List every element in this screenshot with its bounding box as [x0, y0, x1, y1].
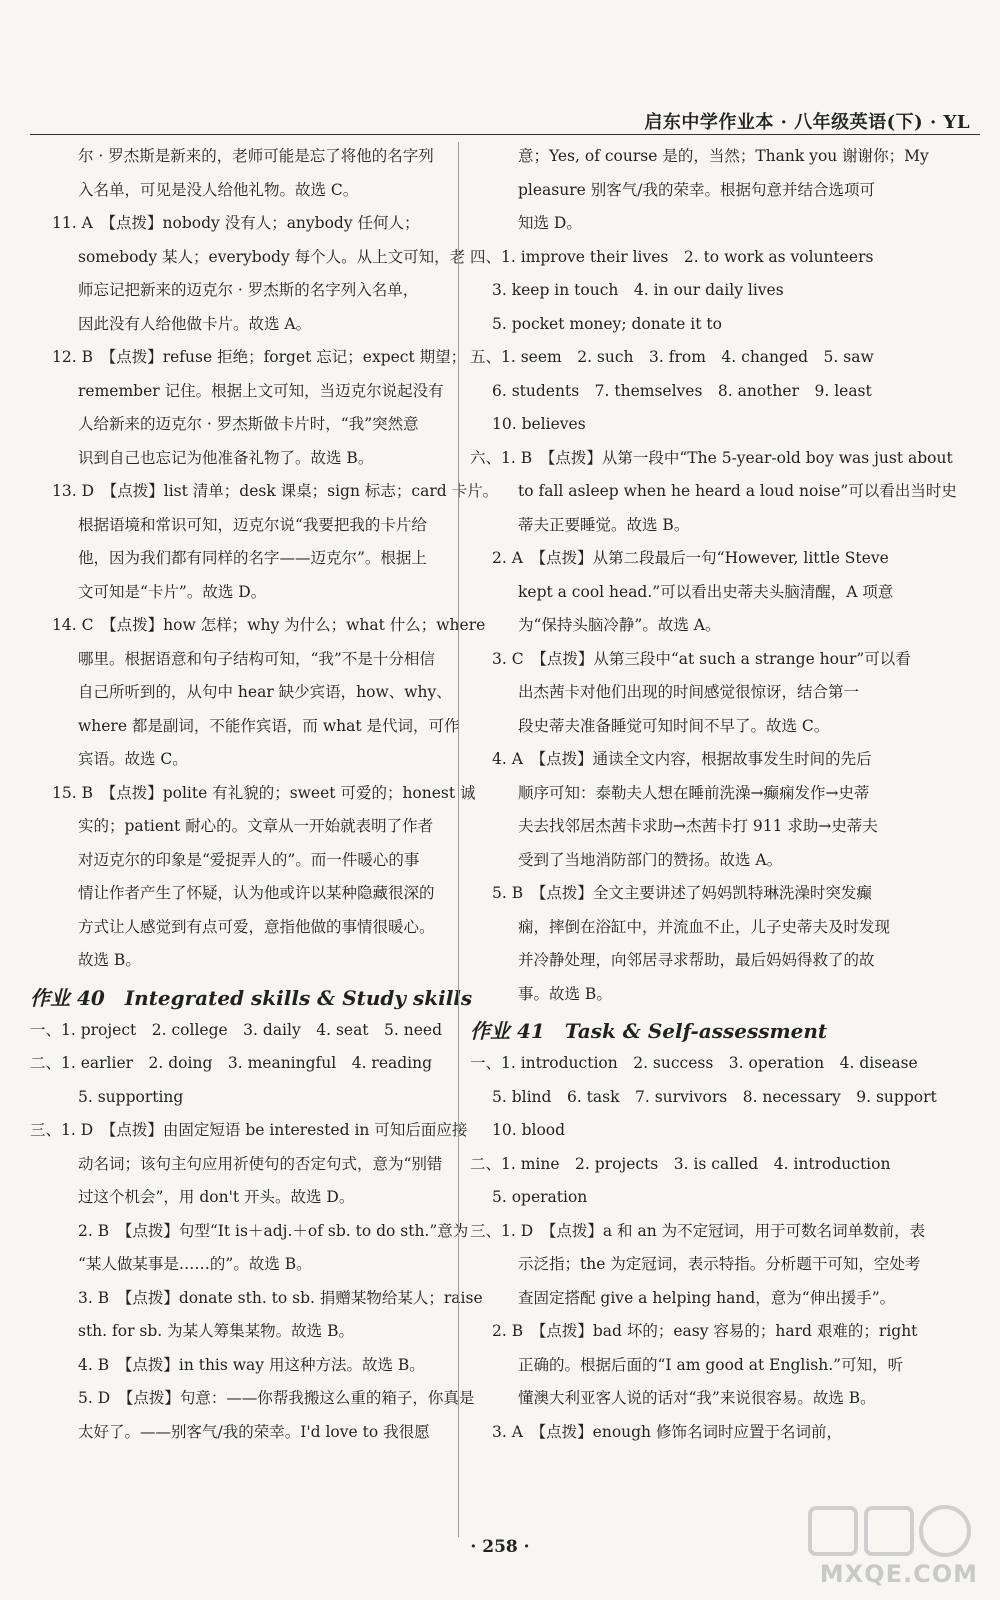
- text-line: 段史蒂夫准备睡觉可知时间不早了。故选 C。: [518, 716, 830, 735]
- text-line: 懂澳大利亚客人说的话对“我”来说很容易。故选 B。: [518, 1389, 876, 1407]
- text-line: 动名词；该句主句应用祈使句的否定句式，意为“别错: [78, 1154, 443, 1173]
- text-line: sth. for sb. 为某人筹集某物。故选 B。: [78, 1322, 354, 1340]
- text-line: 夫去找邻居杰茜卡求助→杰茜卡打 911 求助→史蒂夫: [518, 817, 878, 835]
- text-line: 自己所听到的，从句中 hear 缺少宾语，how、why、: [78, 683, 452, 701]
- text-line: 14. C 【点拨】how 怎样；why 为什么；what 什么；where: [52, 616, 486, 634]
- text-line: 13. D 【点拨】list 清单；desk 课桌；sign 标志；card 卡片。: [52, 482, 499, 500]
- text-line: 4. A 【点拨】通读全文内容，根据故事发生时间的先后: [492, 750, 872, 768]
- text-line: 查固定搭配 give a helping hand，意为“伸出援手”。: [518, 1288, 896, 1307]
- text-line: 太好了。——别客气/我的荣幸。I'd love to 我很愿: [78, 1422, 430, 1441]
- text-line: 受到了当地消防部门的赞扬。故选 A。: [518, 850, 783, 869]
- text-line: 六、1. B 【点拨】从第一段中“The 5-year-old boy was just about: [470, 448, 953, 467]
- text-line: 一、1. introduction 2. success 3. operation 4. disease: [470, 1054, 918, 1072]
- text-line: 尔 · 罗杰斯是新来的，老师可能是忘了将他的名字列: [78, 147, 434, 165]
- text-line: 6. students 7. themselves 8. another 9. least: [492, 381, 872, 400]
- text-line: 他，因为我们都有同样的名字——迈克尔”。根据上: [78, 549, 427, 567]
- text-line: 宾语。故选 C。: [78, 750, 188, 768]
- text-line: 正确的。根据后面的“I am good at English.”可知，听: [518, 1355, 904, 1374]
- text-line: 三、1. D 【点拨】由固定短语 be interested in 可知后面应接: [30, 1121, 468, 1139]
- header-title: 启东中学作业本 · 八年级英语(下) · YL: [644, 112, 970, 133]
- text-line: 知选 D。: [518, 214, 582, 232]
- watermark-text: MXQE.COM: [819, 1560, 978, 1588]
- text-line: 痫，摔倒在浴缸中，并流血不止，儿子史蒂夫及时发现: [518, 917, 891, 936]
- text-line: pleasure 别客气/我的荣幸。根据句意并结合选项可: [518, 180, 875, 199]
- text-line: 2. B 【点拨】句型“It is＋adj.＋of sb. to do sth.”意为: [78, 1221, 469, 1240]
- text-line: 15. B 【点拨】polite 有礼貌的；sweet 可爱的；honest 诚: [52, 783, 476, 802]
- text-line: 顺序可知：泰勒夫人想在睡前洗澡→癫痫发作→史蒂: [518, 783, 870, 802]
- text-line: 示泛指；the 为定冠词，表示特指。分析题干可知，空处考: [518, 1255, 921, 1273]
- text-line: 5. B 【点拨】全文主要讲述了妈妈凯特琳洗澡时突发癫: [492, 884, 872, 902]
- section-heading: 作业 41 Task & Self-assessment: [470, 1019, 828, 1043]
- left-column: [30, 140, 499, 1449]
- text-line: 5. blind 6. task 7. survivors 8. necessary 9. support: [492, 1087, 937, 1106]
- text-line: 哪里。根据语意和句子结构可知，“我”不是十分相信: [78, 649, 435, 668]
- text-line: 情让作者产生了怀疑，认为他或许以某种隐藏很深的: [78, 884, 435, 902]
- text-line: 二、1. mine 2. projects 3. is called 4. introduction: [470, 1154, 891, 1173]
- text-line: 3. C 【点拨】从第三段中“at such a strange hour”可以看: [492, 649, 911, 668]
- text-line: remember 记住。根据上文可知，当迈克尔说起没有: [78, 381, 444, 400]
- text-line: to fall asleep when he heard a loud noise”可以看出当时史: [518, 482, 957, 500]
- text-line: 事。故选 B。: [518, 984, 612, 1003]
- text-line: 对迈克尔的印象是“爱捉弄人的”。而一件暖心的事: [78, 850, 420, 869]
- text-line: 因此没有人给他做卡片。故选 A。: [78, 314, 312, 333]
- text-line: where 都是副词，不能作宾语，而 what 是代词，可作: [78, 716, 460, 735]
- text-line: 2. A 【点拨】从第二段最后一句“However, little Steve: [492, 549, 889, 567]
- text-line: 过这个机会”，用 don't 开头。故选 D。: [78, 1188, 355, 1206]
- text-line: 10. blood: [492, 1121, 566, 1139]
- text-line: 并冷静处理，向邻居寻求帮助，最后妈妈得救了的故: [518, 951, 875, 969]
- text-line: 一、1. project 2. college 3. daily 4. seat 5. need: [30, 1020, 443, 1039]
- text-line: 3. A 【点拨】enough 修饰名词时应置于名词前，: [492, 1422, 842, 1441]
- text-line: 意；Yes, of course 是的，当然；Thank you 谢谢你；My: [518, 147, 929, 165]
- text-line: kept a cool head.”可以看出史蒂夫头脑清醒，A 项意: [518, 582, 894, 601]
- section-heading: 作业 40 Integrated skills & Study skills: [30, 985, 473, 1010]
- text-line: 师忘记把新来的迈克尔 · 罗杰斯的名字列入名单，: [78, 281, 419, 299]
- text-line: 5. pocket money; donate it to: [492, 314, 722, 333]
- text-line: 5. D 【点拨】句意：——你帮我搬这么重的箱子，你真是: [78, 1389, 475, 1407]
- text-line: 3. keep in touch 4. in our daily lives: [492, 281, 784, 299]
- text-line: 故选 B。: [78, 951, 141, 969]
- page-number: · 258 ·: [470, 1537, 530, 1557]
- text-line: 人给新来的迈克尔 · 罗杰斯做卡片时，“我”突然意: [78, 415, 419, 433]
- text-line: 2. B 【点拨】bad 坏的；easy 容易的；hard 艰难的；right: [492, 1322, 918, 1340]
- text-line: 3. B 【点拨】donate sth. to sb. 捐赠某物给某人；raise: [78, 1288, 483, 1307]
- text-line: 5. supporting: [78, 1087, 184, 1106]
- running-header: [30, 108, 980, 134]
- text-line: 12. B 【点拨】refuse 拒绝；forget 忘记；expect 期望；: [52, 348, 467, 366]
- text-line: 蒂夫正要睡觉。故选 B。: [518, 515, 690, 534]
- text-line: 四、1. improve their lives 2. to work as volunteers: [470, 247, 874, 266]
- text-line: 入名单，可见是没人给他礼物。故选 C。: [78, 180, 359, 199]
- text-line: somebody 某人；everybody 每个人。从上文可知，老: [78, 247, 466, 266]
- column-divider: [458, 142, 459, 1537]
- text-line: 识到自己也忘记为他准备礼物了。故选 B。: [78, 448, 374, 467]
- text-line: “某人做某事是……的”。故选 B。: [78, 1255, 312, 1273]
- text-line: 三、1. D 【点拨】a 和 an 为不定冠词，用于可数名词单数前，表: [470, 1221, 926, 1240]
- right-column: [470, 140, 957, 1449]
- text-line: 文可知是“卡片”。故选 D。: [78, 582, 267, 601]
- text-line: 4. B 【点拨】in this way 用这种方法。故选 B。: [78, 1355, 425, 1374]
- text-line: 11. A 【点拨】nobody 没有人；anybody 任何人；: [52, 214, 420, 232]
- text-line: 出杰茜卡对他们出现的时间感觉很惊讶，结合第一: [518, 683, 860, 701]
- text-line: 10. believes: [492, 415, 586, 433]
- header-rule: [30, 134, 980, 135]
- text-line: 5. operation: [492, 1188, 588, 1206]
- text-line: 二、1. earlier 2. doing 3. meaningful 4. reading: [30, 1054, 433, 1072]
- text-line: 方式让人感觉到有点可爱，意指他做的事情很暖心。: [78, 917, 435, 936]
- text-line: 根据语境和常识可知，迈克尔说“我要把我的卡片给: [78, 515, 427, 534]
- text-line: 为“保持头脑冷静”。故选 A。: [518, 616, 721, 634]
- text-line: 五、1. seem 2. such 3. from 4. changed 5. saw: [470, 348, 874, 366]
- text-line: 实的；patient 耐心的。文章从一开始就表明了作者: [78, 817, 434, 835]
